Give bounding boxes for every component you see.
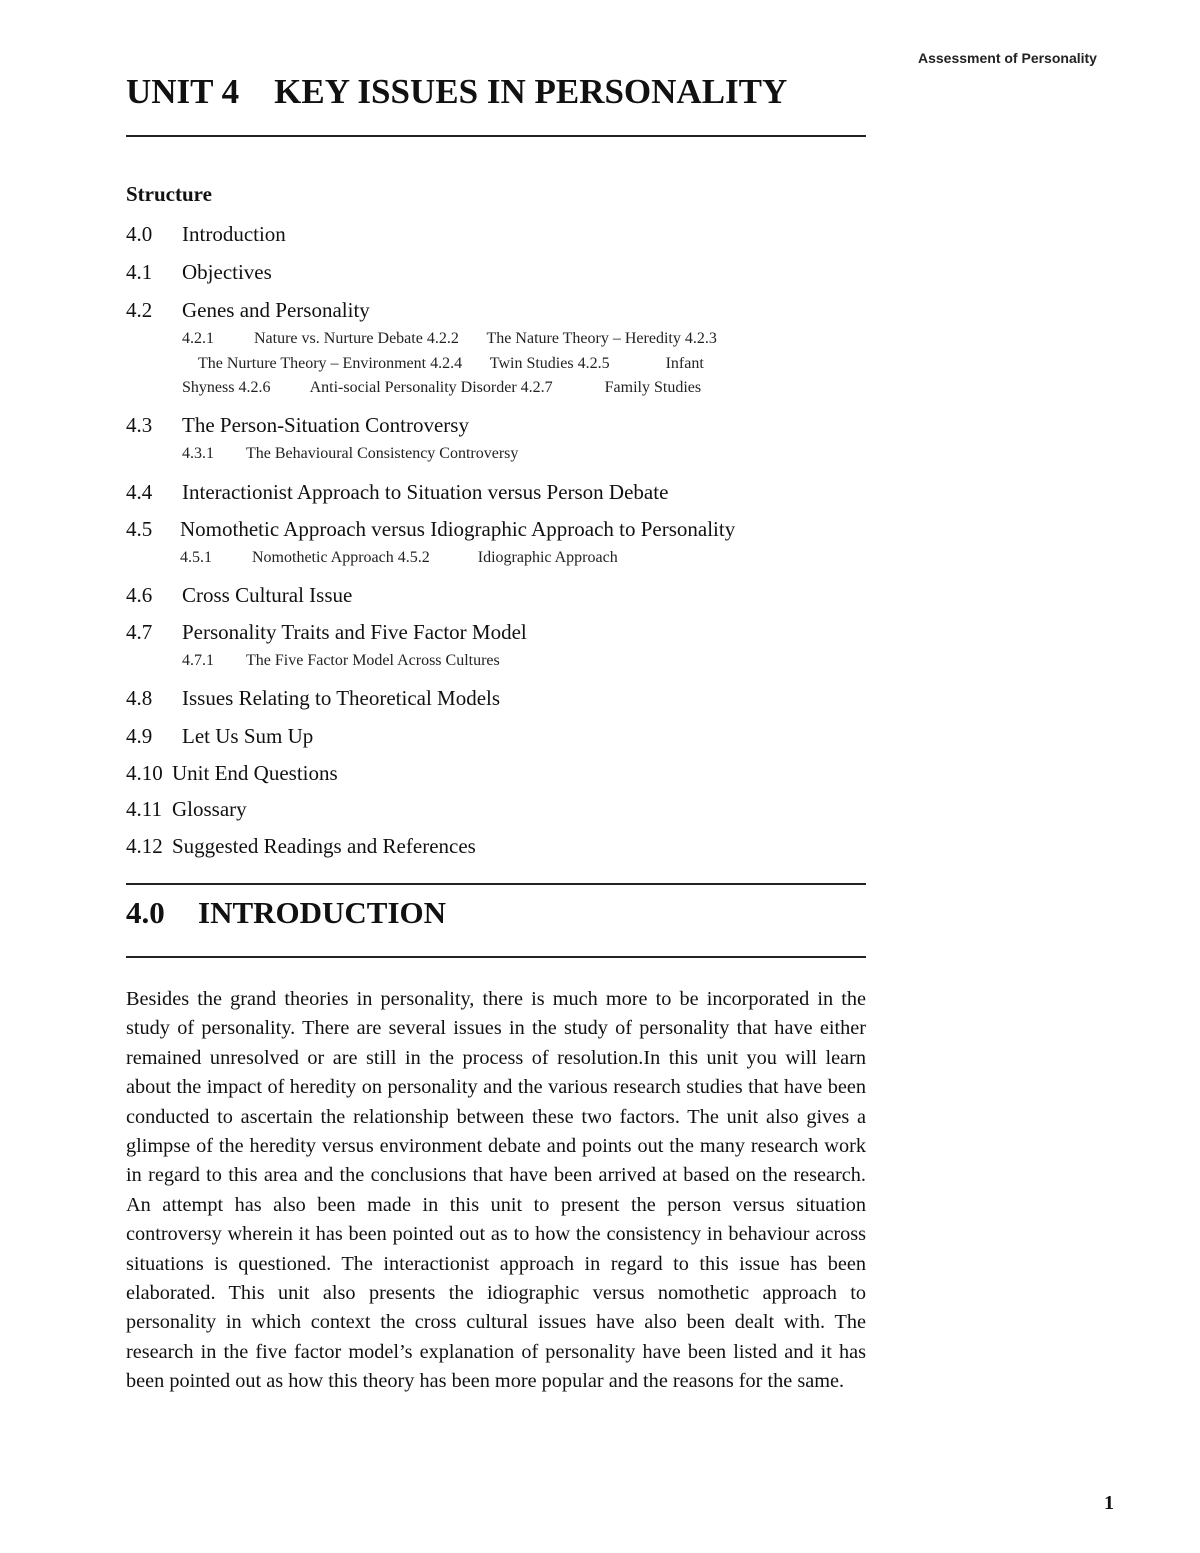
toc-text: Genes and Personality: [182, 298, 370, 322]
toc-number: 4.5: [126, 517, 153, 541]
toc-text: Objectives: [182, 260, 272, 284]
section-title: INTRODUCTION: [198, 895, 447, 930]
toc-number: 4.3: [126, 413, 153, 437]
toc-subentries-4-2-line-3: Shyness 4.2.6 Anti-social Personality Disorder 4.2.7 Family Studies: [182, 379, 702, 396]
toc-text: Issues Relating to Theoretical Models: [182, 686, 501, 710]
toc-number: 4.4: [126, 480, 153, 504]
toc-number: 4.1: [126, 260, 153, 284]
unit-title: UNIT 4 KEY ISSUES IN PERSONALITY: [126, 72, 788, 111]
toc-subentry-4-3-1: [182, 445, 518, 463]
toc-subentry-4-7-1: [182, 652, 500, 670]
toc-text: The Person-Situation Controversy: [182, 413, 469, 437]
toc-sub-number: 4.3.1: [182, 445, 214, 462]
introduction-paragraph: Besides the grand theories in personality, there is much more to be incorporated in the study of personality. There are several issues in the study of personality that have either remained unresolved or are still in the process of resolution.In this unit you will learn about the impact of heredity on personality and the various research studies that have been conducted to ascertain the relationship between these two factors. The unit also gives a glimpse of the heredity versus environment debate and points out the many research work in regard to this area and the conclusions that have been arrived at based on the research. An attempt has also been made in this unit to present the person versus situation controversy wherein it has been pointed out as to how the consistency in behaviour across situations is questioned. The interactionist approach in regard to this issue has been elaborated. This unit also presents the idiographic versus nomothetic approach to personality in which context the cross cultural issues have also been dealt with. The research in the five factor model’s explanation of personality have been listed and it has been pointed out as how this theory has been more popular and the reasons for the same.: [126, 988, 866, 1393]
title-rule: [126, 135, 866, 137]
toc-text: Glossary: [172, 797, 247, 821]
toc-number: 4.9: [126, 724, 153, 748]
toc-sub-text: The Behavioural Consistency Controversy: [246, 445, 519, 462]
toc-number: 4.6: [126, 583, 153, 607]
page-number: 1: [1104, 1492, 1114, 1514]
toc-subentries-4-5: 4.5.1 Nomothetic Approach 4.5.2 Idiographic Approach: [180, 549, 618, 566]
toc-sub-text: The Five Factor Model Across Cultures: [246, 652, 500, 669]
toc-number: 4.8: [126, 686, 153, 710]
toc-sub-number: 4.7.1: [182, 652, 214, 669]
section-number: 4.0: [126, 895, 165, 930]
section-rule-top: [126, 883, 866, 885]
toc-text: Let Us Sum Up: [182, 724, 314, 748]
toc-number: 4.0: [126, 222, 153, 246]
toc-number: 4.7: [126, 620, 153, 644]
toc-text: Personality Traits and Five Factor Model: [182, 620, 527, 644]
toc-text: Unit End Questions: [172, 761, 338, 785]
toc-text: Nomothetic Approach versus Idiographic Approach to Personality: [180, 517, 736, 541]
toc-number: 4.12: [126, 834, 163, 858]
running-head: Assessment of Personality: [918, 50, 1097, 66]
introduction-heading: [126, 895, 446, 931]
toc-text: Suggested Readings and References: [172, 834, 476, 858]
toc-text: Cross Cultural Issue: [182, 583, 353, 607]
toc-number: 4.11: [126, 797, 162, 821]
toc-subentries-4-2-line-2: The Nurture Theory – Environment 4.2.4 Twin Studies 4.2.5 Infant: [198, 355, 704, 372]
toc-number: 4.2: [126, 298, 153, 322]
toc-number: 4.10: [126, 761, 163, 785]
structure-heading: Structure: [126, 182, 212, 206]
toc-text: Interactionist Approach to Situation versus Person Debate: [182, 480, 669, 504]
section-rule-bottom: [126, 956, 866, 958]
toc-subentries-4-2-line-1: 4.2.1 Nature vs. Nurture Debate 4.2.2 The Nature Theory – Heredity 4.2.3: [182, 330, 717, 347]
toc-text: Introduction: [182, 222, 286, 246]
